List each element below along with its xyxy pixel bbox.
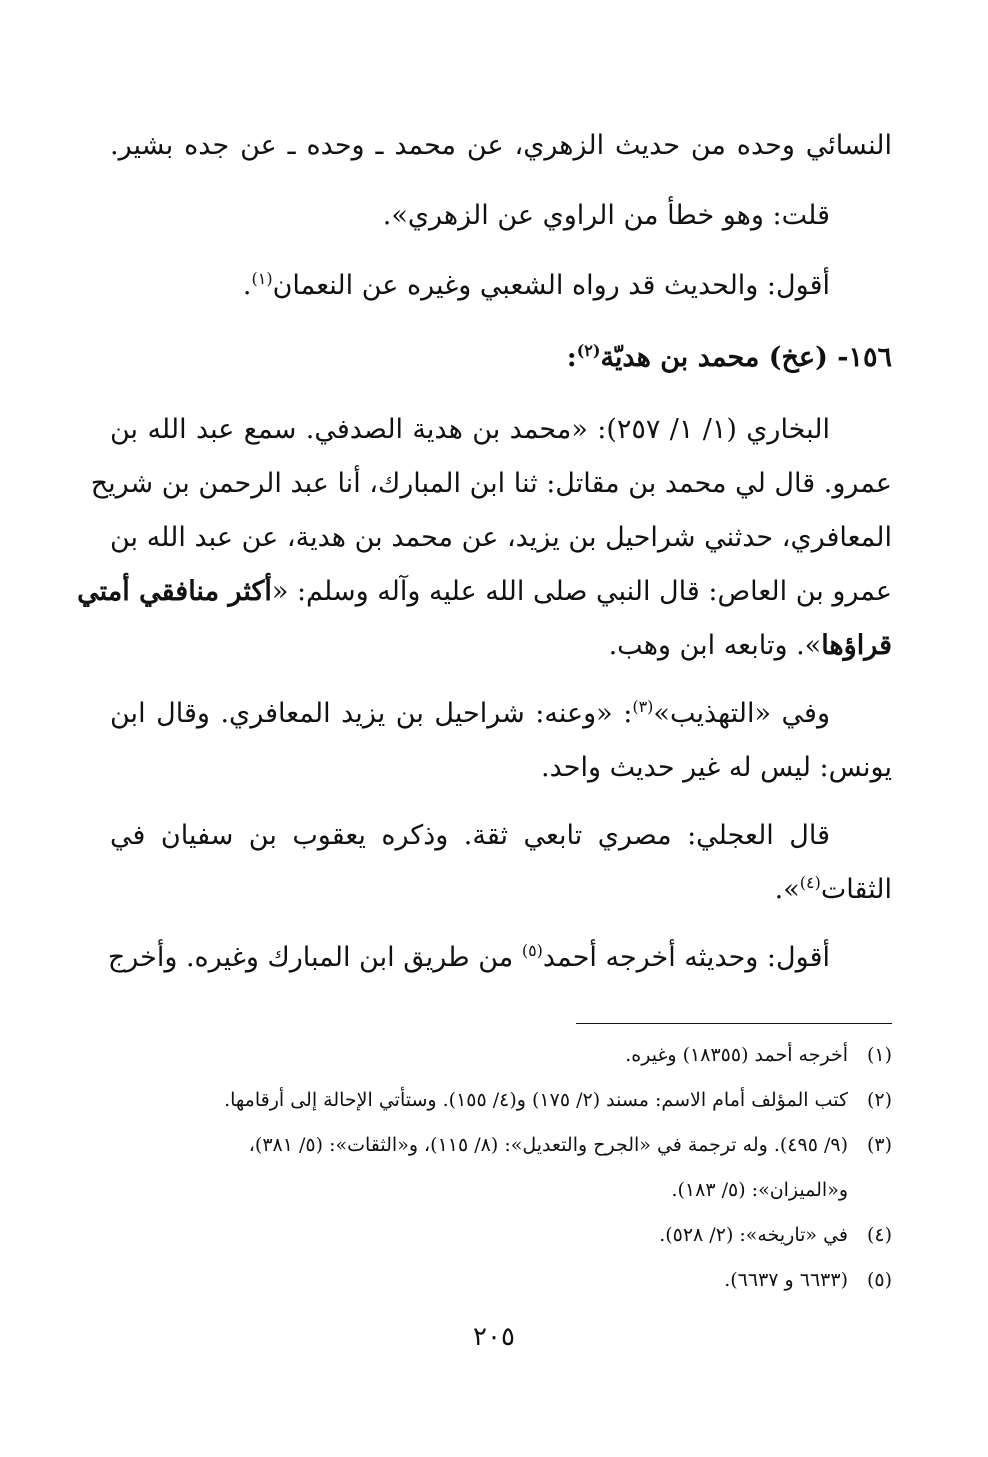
footnote-text: في «تاريخه»: (٢/ ٥٢٨). [659,1224,848,1246]
footnote-number: (٤) [866,1224,892,1246]
footnote-ref: (٥) [521,941,543,960]
footnote-ref: (١) [251,269,273,288]
body-line: النسائي وحده من حديث الزهري، عن محمد ـ وحده ـ عن جده بشير. [110,130,892,161]
hadith-text: أكثر منافقي أمتي [77,576,272,607]
body-line: يونس: ليس له غير حديث واحد. [541,752,892,783]
body-line: وفي «التهذيب»$^{(٣)}$: «وعنه: شراحيل بن يزيد المعافري. وقال ابن [110,697,830,729]
body-line: قراؤها». وتابعه ابن وهب. [608,630,892,661]
body-line: قلت: وهو خطأ من الراوي عن الزهري». [382,200,830,231]
body-line: أقول: والحديث قد رواه الشعبي وغيره عن النعمان$^{(١)}$. [242,269,830,301]
page-number: ٢٠٥ [473,1322,515,1352]
entry-heading: ١٥٦- (عخ) محمد بن هديّة$^{(٢)}$: [566,341,892,373]
footnote-number: (١) [866,1044,892,1066]
footnote-ref: (٢) [576,341,601,360]
footnote-number: (٢) [866,1089,892,1111]
footnote-text: كتب المؤلف أمام الاسم: مسند (٢/ ١٧٥) و(٤/ ١٥٥). وستأتي الإحالة إلى أرقامها. [224,1089,848,1111]
footnote-ref: (٣) [632,697,654,716]
footnote [110,1089,892,1112]
footnote [110,1134,892,1157]
body-line: أقول: وحديثه أخرجه أحمد$^{(٥)}$ من طريق ابن المبارك وغيره. وأخرج [107,941,830,973]
footnote [110,1224,892,1247]
body-line: البخاري (١/ ١/ ٢٥٧): «محمد بن هدية الصدفي. سمع عبد الله بن [110,414,830,445]
footnote-separator [576,1023,892,1024]
footnote [110,1269,892,1292]
footnote-number: (٥) [866,1269,892,1291]
body-line: عمرو بن العاص: قال النبي صلى الله عليه وآله وسلم: «أكثر منافقي أمتي [77,576,892,607]
body-line: قال العجلي: مصري تابعي ثقة. وذكره يعقوب بن سفيان في [110,820,830,851]
footnote-text: (٩/ ٤٩٥). وله ترجمة في «الجرح والتعديل»: (٨/ ١١٥)، و«الثقات»: (٥/ ٣٨١)، [248,1134,848,1156]
body-line: الثقات$^{(٤)}$». [774,873,892,905]
body-line: المعافري، حدثني شراحيل بن يزيد، عن محمد بن هدية، عن عبد الله بن [110,522,892,553]
footnote-text: (٦٦٣٣ و ٦٦٣٧). [724,1269,848,1291]
footnote-number: (٣) [866,1134,892,1156]
footnote-text: أخرجه أحمد (١٨٣٥٥) وغيره. [625,1044,848,1066]
footnote-ref: (٤) [799,873,821,892]
footnote [110,1044,892,1067]
body-line: عمرو. قال لي محمد بن مقاتل: ثنا ابن المبارك، أنا عبد الرحمن بن شريح [90,468,892,499]
footnote-continuation: و«الميزان»: (٥/ ١٨٣). [671,1179,848,1201]
hadith-text: قراؤها [821,630,892,661]
